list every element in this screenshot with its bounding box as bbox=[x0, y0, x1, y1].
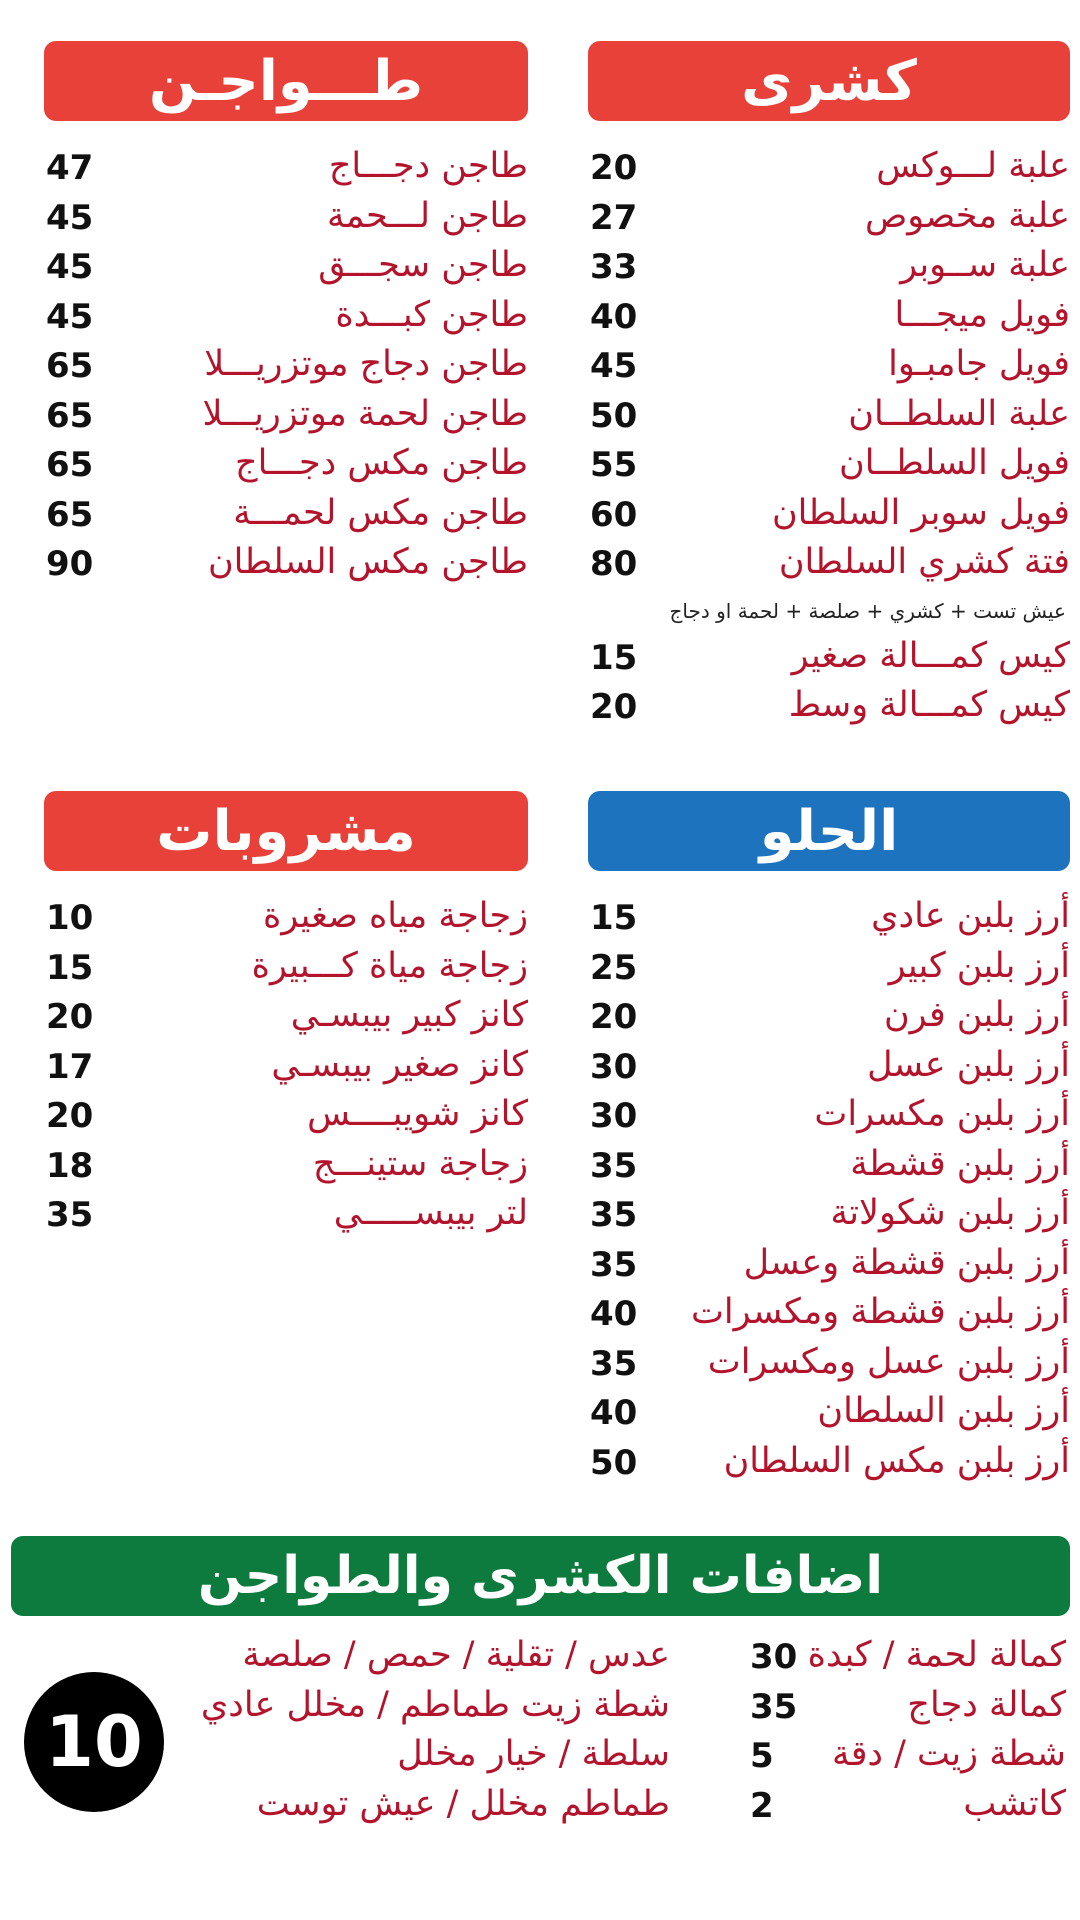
menu-item-row bbox=[44, 539, 528, 589]
addition-flat-row bbox=[200, 1682, 670, 1732]
additions-title: اضافات الكشرى والطواجن bbox=[197, 1546, 884, 1606]
menu-item-name: شطة زيت / دقة bbox=[831, 1734, 1066, 1774]
menu-item-price: 40 bbox=[590, 1393, 638, 1433]
flat-price-badge bbox=[24, 1672, 164, 1812]
menu-item-row bbox=[44, 440, 528, 490]
drinks-header bbox=[44, 791, 528, 871]
menu-item-name: كيس كمـــالة صغير bbox=[791, 635, 1070, 676]
menu-item-price: 2 bbox=[750, 1785, 774, 1826]
menu-item-row bbox=[588, 893, 1070, 943]
menu-item-row bbox=[588, 292, 1070, 342]
menu-item-row bbox=[588, 440, 1070, 490]
menu-item-name: طاجن دجـــاج bbox=[328, 146, 528, 186]
menu-item-row bbox=[748, 1682, 1066, 1732]
menu-item-name: زجاجة مياه صغيرة bbox=[263, 896, 528, 936]
menu-item-row bbox=[44, 242, 528, 292]
koshary-extra-items bbox=[588, 633, 1070, 732]
koshary-title: كشرى bbox=[741, 48, 917, 114]
helw-items bbox=[588, 893, 1070, 1487]
menu-item-price: 20 bbox=[590, 687, 638, 727]
menu-item-name: طاجن كبـــدة bbox=[335, 294, 528, 335]
menu-item-price: 45 bbox=[46, 197, 94, 238]
menu-item-name: طاجن مكس السلطان bbox=[207, 542, 528, 582]
menu-item-name: أرز بلبن قشطة ومكسرات bbox=[690, 1292, 1070, 1332]
addition-flat-row bbox=[200, 1632, 670, 1682]
menu-item-price: 55 bbox=[590, 445, 638, 485]
menu-item-name: أرز بلبن مكس السلطان bbox=[723, 1440, 1070, 1481]
menu-item-name: فويل ميجـــا bbox=[894, 294, 1070, 335]
menu-item-name: علبة ســوبر bbox=[900, 245, 1070, 285]
menu-item-row bbox=[588, 490, 1070, 540]
menu-item-row bbox=[588, 992, 1070, 1042]
menu-item-row bbox=[588, 242, 1070, 292]
menu-item-name: كمالة دجاج bbox=[907, 1684, 1066, 1725]
menu-item-price: 50 bbox=[590, 1442, 638, 1483]
menu-item-price: 47 bbox=[46, 148, 94, 188]
menu-item-name: كانز كبير بيبسـي bbox=[290, 995, 528, 1035]
menu-item-price: 30 bbox=[590, 1096, 638, 1136]
drinks-items bbox=[44, 893, 528, 1240]
menu-item-name: طاجن مكس لحمـــة bbox=[233, 492, 528, 533]
menu-item-row bbox=[588, 1388, 1070, 1438]
addition-flat-row bbox=[200, 1731, 670, 1781]
menu-item-row bbox=[44, 943, 528, 993]
menu-item-name: طاجن مكس دجـــاج bbox=[235, 443, 528, 483]
menu-item-row bbox=[588, 1190, 1070, 1240]
menu-item-price: 65 bbox=[46, 346, 94, 386]
menu-item-price: 5 bbox=[750, 1736, 774, 1776]
menu-item-price: 17 bbox=[46, 1046, 94, 1087]
menu-item-name: طاجن دجاج موتزريـــلا bbox=[204, 344, 528, 384]
menu-item-row bbox=[588, 1091, 1070, 1141]
menu-item-name: لتر بيبســـــي bbox=[333, 1193, 528, 1233]
menu-item-price: 35 bbox=[590, 1145, 638, 1186]
menu-item-price: 20 bbox=[46, 1096, 94, 1136]
menu-item-row bbox=[44, 292, 528, 342]
menu-item-row bbox=[748, 1632, 1066, 1682]
menu-item-name: أرز بلبن قشطة وعسل bbox=[743, 1242, 1070, 1283]
menu-item-row bbox=[44, 1091, 528, 1141]
menu-item-price: 33 bbox=[590, 247, 638, 287]
menu-item-name: أرز بلبن عسل ومكسرات bbox=[707, 1341, 1070, 1382]
menu-item-name: كيس كمـــالة وسط bbox=[788, 685, 1070, 725]
menu-item-price: 35 bbox=[46, 1195, 94, 1235]
menu-item-row bbox=[588, 1438, 1070, 1488]
menu-item-name: أرز بلبن السلطان bbox=[817, 1391, 1070, 1431]
addition-flat-name: عدس / تقلية / حمص / صلصة bbox=[242, 1635, 670, 1675]
menu-item-price: 10 bbox=[46, 898, 94, 938]
menu-item-price: 20 bbox=[46, 997, 94, 1037]
menu-item-name: علبة السلطــان bbox=[848, 393, 1070, 434]
menu-item-price: 40 bbox=[590, 296, 638, 337]
menu-item-name: فويل سوبر السلطان bbox=[771, 492, 1070, 533]
menu-item-row bbox=[588, 1289, 1070, 1339]
menu-item-price: 20 bbox=[590, 997, 638, 1037]
koshary-header bbox=[588, 41, 1070, 121]
menu-item-price: 15 bbox=[590, 898, 638, 938]
addition-flat-name: طماطم مخلل / عيش توست bbox=[256, 1783, 670, 1824]
menu-item-row bbox=[588, 1339, 1070, 1389]
menu-item-name: كاتشب bbox=[963, 1783, 1066, 1824]
menu-item-price: 50 bbox=[590, 395, 638, 436]
menu-item-name: زجاجة ستينـــج bbox=[312, 1143, 528, 1184]
menu-item-price: 30 bbox=[750, 1637, 798, 1677]
tawajen-section bbox=[44, 41, 528, 589]
menu-item-price: 18 bbox=[46, 1145, 94, 1186]
flat-price-value: 10 bbox=[45, 1701, 143, 1783]
menu-item-price: 45 bbox=[590, 346, 638, 386]
additions-header bbox=[11, 1536, 1070, 1616]
koshary-section bbox=[588, 41, 1070, 732]
additions-flat-items bbox=[200, 1632, 670, 1830]
menu-item-price: 35 bbox=[750, 1686, 798, 1727]
menu-item-price: 15 bbox=[590, 637, 638, 678]
addition-flat-row bbox=[200, 1781, 670, 1831]
menu-item-price: 15 bbox=[46, 947, 94, 988]
menu-item-price: 65 bbox=[46, 494, 94, 535]
menu-item-row bbox=[588, 682, 1070, 732]
additions-priced-items bbox=[748, 1632, 1066, 1830]
drinks-section bbox=[44, 791, 528, 1240]
menu-item-row bbox=[748, 1781, 1066, 1831]
menu-item-name: زجاجة مياة كـــبيرة bbox=[251, 945, 528, 986]
menu-item-name: فويل جامبـوا bbox=[888, 344, 1070, 384]
menu-item-price: 27 bbox=[590, 197, 638, 238]
menu-item-row bbox=[44, 1042, 528, 1092]
menu-item-name: أرز بلبن عادي bbox=[871, 896, 1070, 936]
menu-item-row bbox=[588, 391, 1070, 441]
menu-item-price: 90 bbox=[46, 544, 94, 584]
menu-item-row bbox=[588, 1240, 1070, 1290]
menu-item-row bbox=[44, 490, 528, 540]
menu-item-price: 60 bbox=[590, 494, 638, 535]
addition-flat-name: شطة زيت طماطم / مخلل عادي bbox=[200, 1684, 670, 1725]
menu-item-row bbox=[748, 1731, 1066, 1781]
koshary-items bbox=[588, 143, 1070, 589]
menu-item-name: علبة لـــوكس bbox=[876, 146, 1070, 186]
menu-item-row bbox=[588, 539, 1070, 589]
menu-item-row bbox=[44, 893, 528, 943]
menu-item-name: كانز صغير بيبسـي bbox=[271, 1044, 528, 1085]
menu-item-row bbox=[588, 193, 1070, 243]
menu-item-price: 40 bbox=[590, 1294, 638, 1334]
helw-section bbox=[588, 791, 1070, 1487]
menu-item-price: 65 bbox=[46, 445, 94, 485]
menu-item-price: 35 bbox=[590, 1195, 638, 1235]
menu-item-name: أرز بلبن فرن bbox=[883, 995, 1070, 1035]
menu-item-row bbox=[588, 943, 1070, 993]
menu-item-price: 35 bbox=[590, 1343, 638, 1384]
menu-item-price: 45 bbox=[46, 296, 94, 337]
menu-item-name: كمالة لحمة / كبدة bbox=[807, 1635, 1066, 1675]
menu-item-name: أرز بلبن مكسرات bbox=[814, 1094, 1070, 1134]
menu-item-price: 45 bbox=[46, 247, 94, 287]
menu-item-name: فتة كشري السلطان bbox=[778, 542, 1070, 582]
menu-item-name: طاجن لحمة موتزريـــلا bbox=[202, 393, 528, 434]
tawajen-header bbox=[44, 41, 528, 121]
additions-section bbox=[11, 1536, 1070, 1616]
menu-item-row bbox=[588, 633, 1070, 683]
menu-item-name: علبة مخصوص bbox=[864, 195, 1070, 236]
menu-item-row bbox=[44, 1141, 528, 1191]
menu-item-row bbox=[44, 992, 528, 1042]
menu-item-row bbox=[44, 391, 528, 441]
menu-item-row bbox=[588, 143, 1070, 193]
helw-header bbox=[588, 791, 1070, 871]
menu-item-name: أرز بلبن كبير bbox=[888, 945, 1070, 986]
menu-item-name: فويل السلطــان bbox=[839, 443, 1070, 483]
tawajen-items bbox=[44, 143, 528, 589]
menu-item-price: 25 bbox=[590, 947, 638, 988]
addition-flat-name: سلطة / خيار مخلل bbox=[397, 1734, 670, 1774]
menu-item-name: طاجن سجـــق bbox=[318, 245, 528, 285]
menu-item-row bbox=[588, 1042, 1070, 1092]
menu-item-price: 35 bbox=[590, 1244, 638, 1285]
tawajen-title: طـــواجـن bbox=[148, 48, 424, 114]
menu-item-row bbox=[588, 341, 1070, 391]
helw-title: الحلو bbox=[759, 798, 899, 864]
menu-item-name: أرز بلبن عسل bbox=[867, 1044, 1070, 1085]
menu-item-name: طاجن لـــحمة bbox=[327, 195, 528, 236]
menu-item-row bbox=[588, 1141, 1070, 1191]
menu-item-name: أرز بلبن قشطة bbox=[850, 1143, 1070, 1184]
menu-item-row bbox=[44, 193, 528, 243]
menu-item-name: كانز شويبــــس bbox=[307, 1094, 528, 1134]
menu-item-row bbox=[44, 1190, 528, 1240]
menu-item-price: 80 bbox=[590, 544, 638, 584]
menu-item-price: 65 bbox=[46, 395, 94, 436]
menu-item-name: أرز بلبن شكولاتة bbox=[830, 1193, 1070, 1233]
menu-item-price: 20 bbox=[590, 148, 638, 188]
koshary-note: عيش تست + كشري + صلصة + لحمة او دجاج bbox=[669, 598, 1066, 623]
drinks-title: مشروبات bbox=[156, 798, 416, 864]
menu-item-row bbox=[44, 341, 528, 391]
menu-item-row bbox=[44, 143, 528, 193]
menu-item-price: 30 bbox=[590, 1046, 638, 1087]
